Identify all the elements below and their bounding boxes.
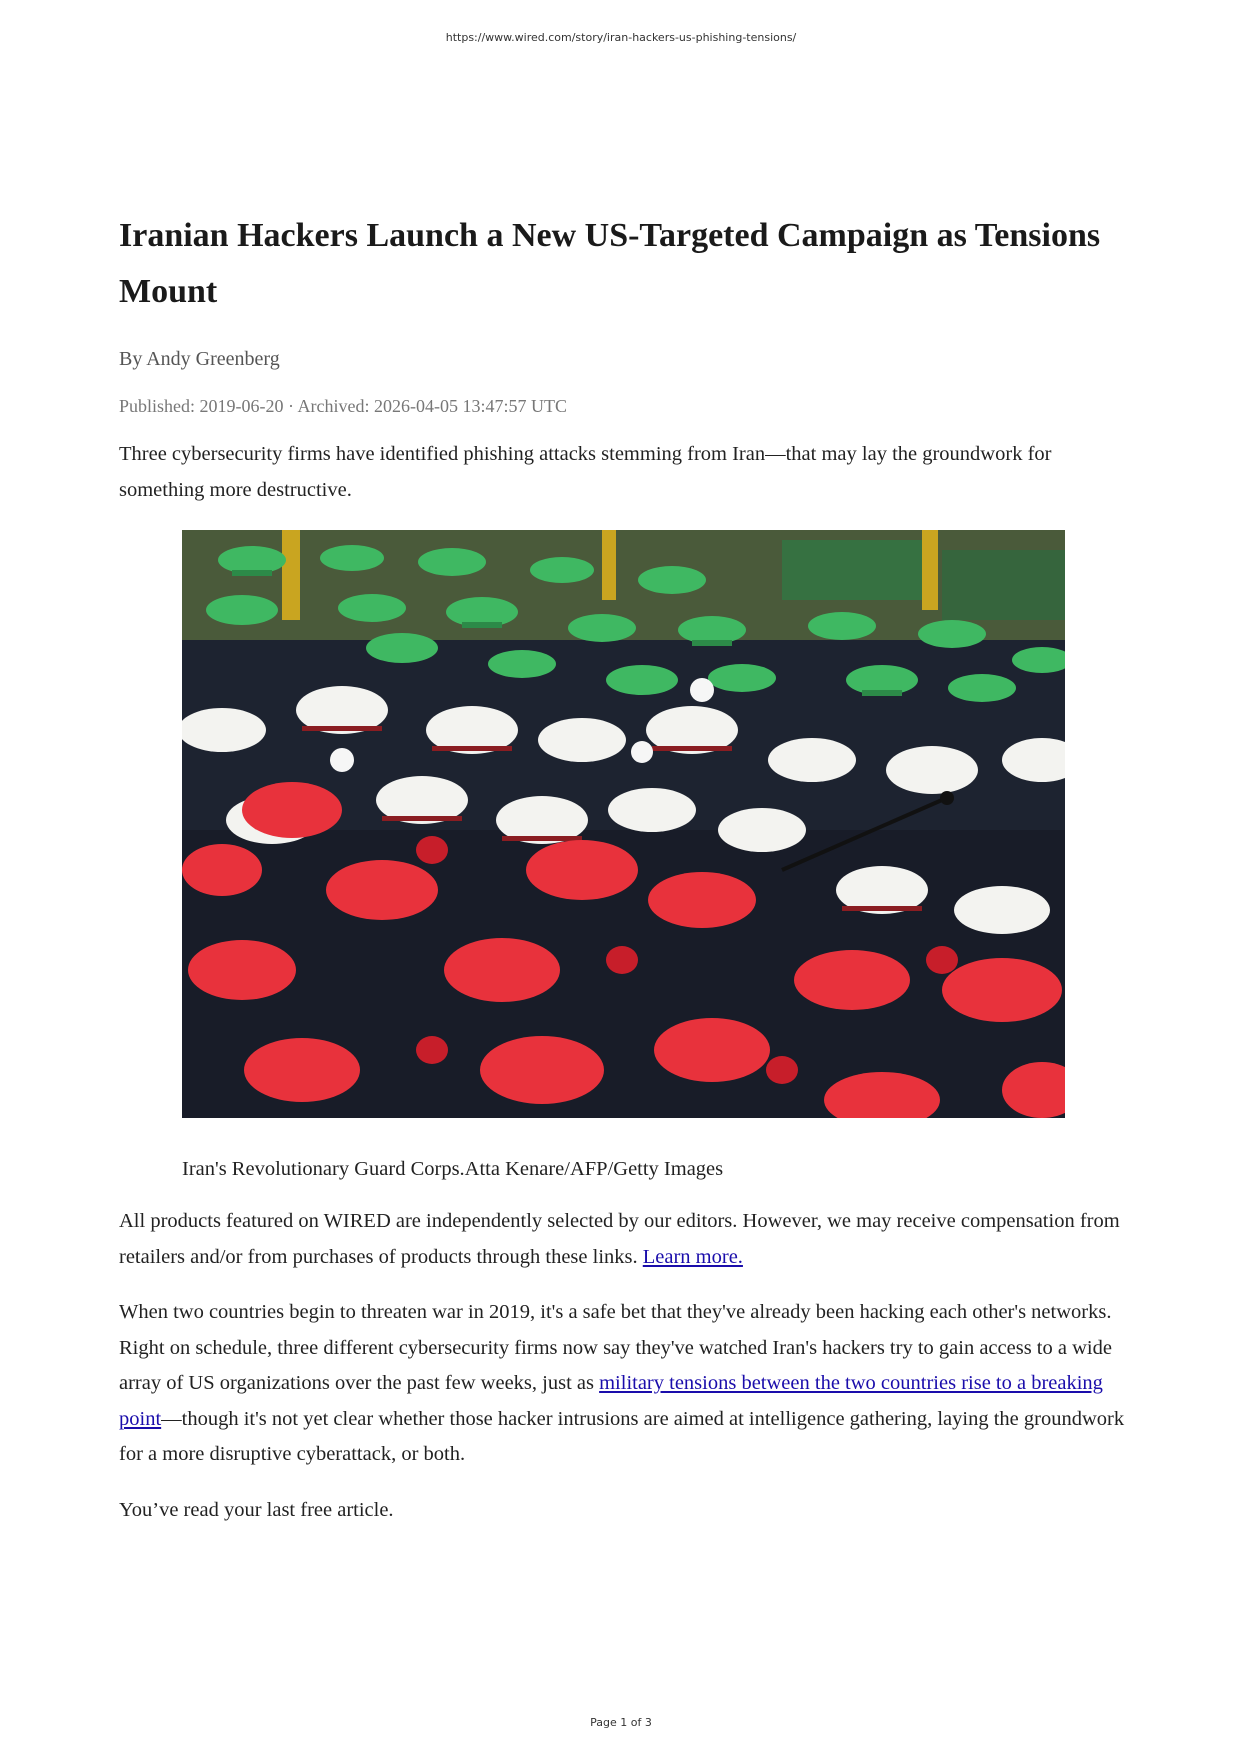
article-byline: By Andy Greenberg <box>119 348 280 370</box>
body-text-after-link: —though it's not yet clear whether those hacker intrusions are aimed at intelligence gathering, laying the groundwork for a more disruptive cyberattack, or both. <box>119 1407 1125 1465</box>
article <box>119 208 1129 1528</box>
disclosure-text: All products featured on WIRED are independently selected by our editors. However, we may receive compensation from retailers and/or from purchases of products through these links. <box>119 1210 1120 1268</box>
article-title: Iranian Hackers Launch a New US-Targeted Campaign as Tensions Mount <box>119 217 1101 310</box>
paywall-notice: You’ve read your last free article. <box>119 1498 394 1521</box>
article-photo <box>182 530 1065 1118</box>
military-tensions-link[interactable]: military tensions between the two countries rise to a breaking point <box>119 1372 1103 1430</box>
body-paragraph <box>119 1295 1129 1473</box>
article-figure <box>182 530 1065 1184</box>
photo-caption: Iran's Revolutionary Guard Corps.Atta Kenare/AFP/Getty Images <box>182 1158 724 1180</box>
article-meta: Published: 2019-06-20 · Archived: 2026-04-05 13:47:57 UTC <box>119 396 567 416</box>
page-url-header: https://www.wired.com/story/iran-hackers-us-phishing-tensions/ <box>445 31 797 44</box>
learn-more-link[interactable]: Learn more. <box>642 1245 743 1268</box>
affiliate-disclosure <box>119 1204 1129 1275</box>
article-dek: Three cybersecurity firms have identified phishing attacks stemming from Iran—that may lay the groundwork for something more destructive. <box>119 443 1052 501</box>
body-text-before-link: When two countries begin to threaten war in 2019, it's a safe bet that they've already been hacking each other's networks. Right on schedule, three different cybersecurity firms now say they've watched Iran's hackers try to gain access to a wide array of US organizations over the past few weeks, just as <box>119 1301 1112 1394</box>
page-number: Page 1 of 3 <box>590 1716 652 1729</box>
